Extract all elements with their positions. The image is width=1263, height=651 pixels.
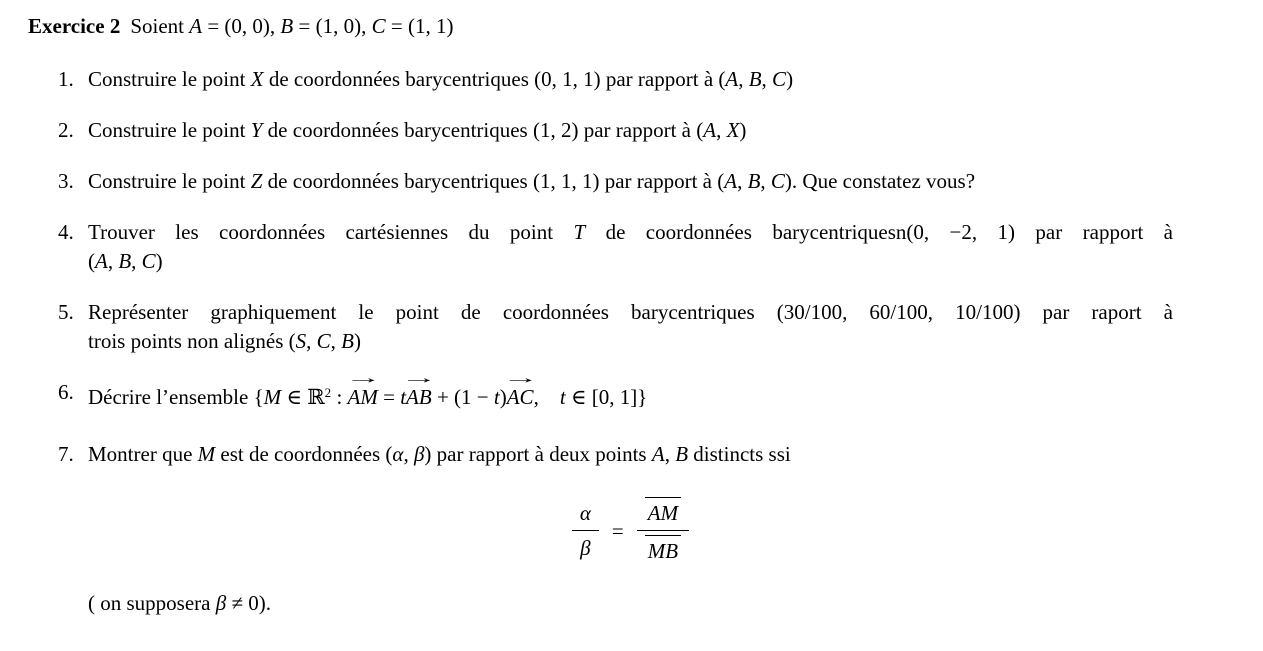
item-line [88, 218, 1173, 247]
text-segment: ∈ ℝ [281, 385, 325, 410]
text-segment: est de coordonnées ( [215, 442, 393, 467]
item-line [88, 298, 1173, 327]
text-segment: de coordonnées barycentriques (1, 2) par rapport à ( [262, 118, 704, 142]
text-segment: , [107, 249, 119, 273]
math-var: C [772, 67, 787, 91]
overline-MB: MB [645, 535, 681, 565]
beta-denominator: β [580, 536, 591, 561]
text-segment: Construire le point [88, 169, 251, 193]
text-segment: de coordonnées barycentriques (0, 1, 1) par rapport à ( [263, 67, 726, 91]
exercise-list [58, 65, 1173, 469]
text-segment: = (1, 1) [385, 14, 454, 38]
math-var: B [748, 67, 762, 91]
math-var: AB [406, 385, 432, 410]
text-segment: , [403, 442, 414, 467]
item-number: 1. [58, 67, 74, 91]
item-number: 2. [58, 118, 74, 142]
MB-denominator [637, 531, 689, 565]
vector-arrow-icon: → [400, 370, 438, 388]
text-segment: ) [155, 249, 163, 273]
math-var: T [573, 220, 586, 244]
exercise-title: Exercice 2 [28, 14, 121, 38]
exercise-item-7 [58, 440, 1173, 469]
text-segment: , [533, 385, 560, 410]
text-segment: = (1, 0), [293, 14, 372, 38]
math-var: t [559, 385, 566, 410]
item-line [88, 327, 1173, 356]
math-var: AM [347, 385, 378, 410]
AM-numerator [637, 497, 689, 531]
vector-AB [400, 370, 438, 412]
math-var: α [392, 442, 404, 467]
math-var: C [371, 14, 386, 38]
exercise-item-5 [58, 298, 1173, 356]
exercise-item-2 [58, 116, 1173, 145]
text-segment: , [760, 169, 771, 193]
math-var: A [725, 67, 739, 91]
text-segment: ∈ [0, 1]} [565, 385, 648, 410]
text-segment: trois points non alignés ( [88, 329, 296, 353]
math-var: C [316, 329, 331, 353]
text-segment: , [737, 169, 748, 193]
lhs-fraction [572, 500, 599, 562]
text-segment: , [761, 67, 773, 91]
display-formula [88, 497, 1173, 565]
item-number: 6. [58, 380, 74, 404]
math-var: B [341, 329, 354, 353]
text-segment: + (1 − [431, 385, 494, 410]
text-segment: Trouver les coordonnées cartésiennes du point [88, 220, 574, 244]
vector-AC [501, 370, 539, 412]
math-var: A [95, 249, 108, 273]
equals-sign: = [611, 518, 624, 543]
text-segment: distincts ssi [688, 442, 791, 467]
math-var: C [141, 249, 156, 273]
exercise-item-3 [58, 167, 1173, 196]
text-segment: ( on supposera [88, 591, 216, 616]
math-var: A [724, 169, 738, 193]
math-var: Y [250, 118, 263, 142]
math-var: S [295, 329, 307, 353]
text-segment: ) [354, 329, 361, 353]
vector-AM [344, 370, 382, 412]
item-number: 4. [58, 220, 74, 244]
text-segment: Décrire l’ensemble { [88, 385, 264, 410]
math-var: Z [250, 169, 263, 193]
text-segment: Construire le point [88, 67, 251, 91]
math-var: t [493, 385, 500, 410]
text-segment: ). Que constatez vous? [784, 169, 976, 193]
text-segment: de coordonnées barycentriquesn(0, −2, 1) par rapport à [585, 220, 1173, 244]
item-line [88, 247, 1173, 276]
text-segment: , [330, 329, 342, 353]
math-var: A [651, 442, 665, 467]
math-var: M [263, 385, 282, 410]
math-var: X [250, 67, 264, 91]
math-var: B [747, 169, 761, 193]
text-segment: ) par rapport à deux points [424, 442, 652, 467]
math-var: B [118, 249, 132, 273]
math-var: B [675, 442, 689, 467]
text-segment: Représenter graphiquement le point de coordonnées barycentriques (30/100, 60/100, 10/100) par raport à [88, 300, 1173, 324]
exercise-item-4 [58, 218, 1173, 276]
math-var: β [215, 591, 227, 616]
math-var: A [189, 14, 203, 38]
math-var: B [280, 14, 294, 38]
superscript: 2 [324, 385, 332, 400]
math-var: M [197, 442, 216, 467]
exercise-item-6 [58, 370, 1173, 412]
text-segment: , [664, 442, 676, 467]
item-number: 7. [58, 442, 74, 467]
text-segment: = [377, 385, 401, 410]
text-segment: , [716, 118, 727, 142]
text-segment: : [331, 385, 348, 410]
text-segment: Construire le point [88, 118, 251, 142]
text-segment: Soient [130, 14, 190, 38]
math-var: A [703, 118, 717, 142]
math-var: C [770, 169, 785, 193]
text-segment: ( [88, 249, 95, 273]
text-segment: ) [499, 385, 507, 410]
math-var: X [726, 118, 740, 142]
text-segment: ) [739, 118, 747, 142]
exercise-item-1 [58, 65, 1173, 94]
item-number: 3. [58, 169, 74, 193]
overline-AM: AM [645, 497, 681, 527]
alpha-numerator: α [572, 500, 599, 531]
text-segment: ) [786, 67, 794, 91]
exercise-header [28, 12, 1263, 41]
math-var: t [400, 385, 407, 410]
text-segment: ≠ 0). [226, 591, 271, 616]
vector-arrow-icon: → [501, 370, 539, 388]
text-segment: , [738, 67, 749, 91]
vector-arrow-icon: → [344, 370, 382, 388]
text-segment: de coordonnées barycentriques (1, 1, 1) par rapport à ( [262, 169, 725, 193]
text-segment: = (0, 0), [202, 14, 281, 38]
math-var: β [413, 442, 425, 467]
item-number: 5. [58, 300, 74, 324]
math-var: AC [506, 385, 534, 410]
rhs-fraction [637, 497, 689, 565]
assumption-note [88, 589, 1263, 618]
text-segment: , [131, 249, 142, 273]
text-segment: , [306, 329, 317, 353]
text-segment: Montrer que [88, 442, 198, 467]
